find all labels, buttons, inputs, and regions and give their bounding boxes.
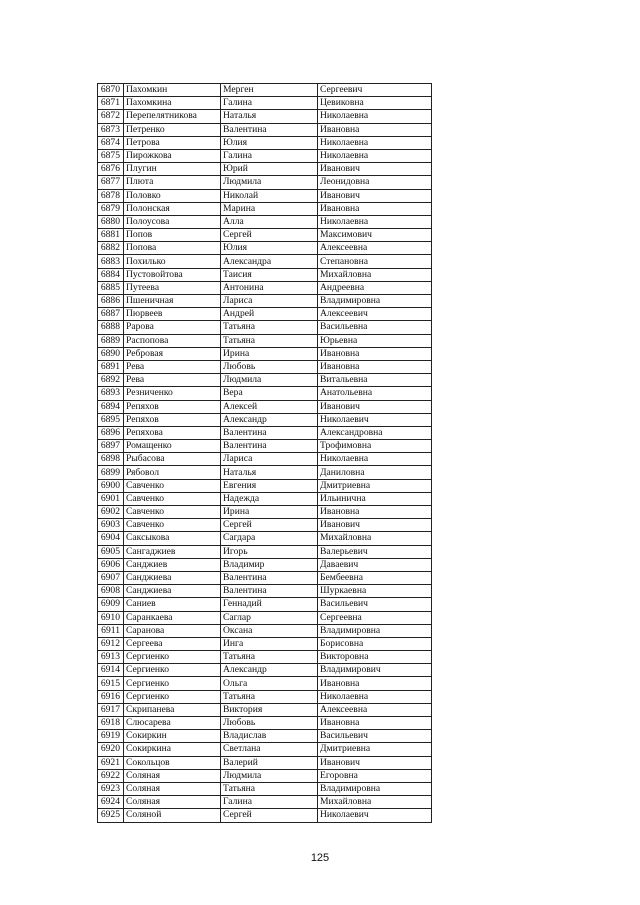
page-number: 125 bbox=[310, 852, 330, 864]
patronymic-cell: Николаевна bbox=[318, 149, 432, 162]
table-row bbox=[98, 664, 432, 677]
last-name-cell: Ромащенко bbox=[124, 440, 221, 453]
last-name-cell: Репяхов bbox=[124, 413, 221, 426]
last-name-cell: Сокиркина bbox=[124, 743, 221, 756]
patronymic-cell: Ивановна bbox=[318, 506, 432, 519]
table-row bbox=[98, 229, 432, 242]
first-name-cell: Юлия bbox=[221, 242, 318, 255]
patronymic-cell: Ивановна bbox=[318, 202, 432, 215]
first-name-cell: Владимир bbox=[221, 558, 318, 571]
table-row bbox=[98, 796, 432, 809]
first-name-cell: Валентина bbox=[221, 426, 318, 439]
patronymic-cell: Николаевна bbox=[318, 110, 432, 123]
patronymic-cell: Ивановна bbox=[318, 123, 432, 136]
first-name-cell: Наталья bbox=[221, 466, 318, 479]
first-name-cell: Любовь bbox=[221, 360, 318, 373]
last-name-cell: Резниченко bbox=[124, 387, 221, 400]
table-row bbox=[98, 506, 432, 519]
row-number-cell: 6881 bbox=[98, 229, 124, 242]
table-row bbox=[98, 110, 432, 123]
row-number-cell: 6893 bbox=[98, 387, 124, 400]
last-name-cell: Пахомкина bbox=[124, 97, 221, 110]
last-name-cell: Пустовойтова bbox=[124, 268, 221, 281]
last-name-cell: Савченко bbox=[124, 479, 221, 492]
row-number-cell: 6882 bbox=[98, 242, 124, 255]
table-row bbox=[98, 84, 432, 97]
patronymic-cell: Иванович bbox=[318, 400, 432, 413]
last-name-cell: Соляная bbox=[124, 796, 221, 809]
patronymic-cell: Егоровна bbox=[318, 769, 432, 782]
first-name-cell: Владислав bbox=[221, 730, 318, 743]
first-name-cell: Надежда bbox=[221, 492, 318, 505]
first-name-cell: Лариса bbox=[221, 295, 318, 308]
first-name-cell: Валентина bbox=[221, 585, 318, 598]
row-number-cell: 6919 bbox=[98, 730, 124, 743]
first-name-cell: Сергей bbox=[221, 809, 318, 822]
patronymic-cell: Иванович bbox=[318, 163, 432, 176]
first-name-cell: Таисия bbox=[221, 268, 318, 281]
first-name-cell: Людмила bbox=[221, 176, 318, 189]
table-row bbox=[98, 189, 432, 202]
table-row bbox=[98, 782, 432, 795]
row-number-cell: 6896 bbox=[98, 426, 124, 439]
row-number-cell: 6911 bbox=[98, 624, 124, 637]
patronymic-cell: Николаевна bbox=[318, 136, 432, 149]
first-name-cell: Александр bbox=[221, 664, 318, 677]
row-number-cell: 6912 bbox=[98, 637, 124, 650]
last-name-cell: Пюрвеев bbox=[124, 308, 221, 321]
last-name-cell: Савченко bbox=[124, 506, 221, 519]
row-number-cell: 6918 bbox=[98, 717, 124, 730]
row-number-cell: 6876 bbox=[98, 163, 124, 176]
last-name-cell: Санджиев bbox=[124, 558, 221, 571]
first-name-cell: Валентина bbox=[221, 571, 318, 584]
last-name-cell: Плюта bbox=[124, 176, 221, 189]
table-row bbox=[98, 717, 432, 730]
first-name-cell: Ольга bbox=[221, 677, 318, 690]
table-row bbox=[98, 453, 432, 466]
table-row bbox=[98, 360, 432, 373]
first-name-cell: Светлана bbox=[221, 743, 318, 756]
first-name-cell: Юлия bbox=[221, 136, 318, 149]
table-row bbox=[98, 308, 432, 321]
row-number-cell: 6898 bbox=[98, 453, 124, 466]
row-number-cell: 6914 bbox=[98, 664, 124, 677]
patronymic-cell: Степановна bbox=[318, 255, 432, 268]
last-name-cell: Похилько bbox=[124, 255, 221, 268]
row-number-cell: 6875 bbox=[98, 149, 124, 162]
row-number-cell: 6870 bbox=[98, 84, 124, 97]
table-row bbox=[98, 637, 432, 650]
row-number-cell: 6886 bbox=[98, 295, 124, 308]
row-number-cell: 6907 bbox=[98, 571, 124, 584]
row-number-cell: 6910 bbox=[98, 611, 124, 624]
table-row bbox=[98, 703, 432, 716]
patronymic-cell: Владимирович bbox=[318, 664, 432, 677]
last-name-cell: Полонская bbox=[124, 202, 221, 215]
first-name-cell: Татьяна bbox=[221, 782, 318, 795]
patronymic-cell: Алексеевна bbox=[318, 242, 432, 255]
last-name-cell: Распопова bbox=[124, 334, 221, 347]
table-row bbox=[98, 334, 432, 347]
table-row bbox=[98, 123, 432, 136]
first-name-cell: Инга bbox=[221, 637, 318, 650]
patronymic-cell: Николаевна bbox=[318, 215, 432, 228]
row-number-cell: 6904 bbox=[98, 532, 124, 545]
first-name-cell: Евгения bbox=[221, 479, 318, 492]
last-name-cell: Сокольцов bbox=[124, 756, 221, 769]
first-name-cell: Галина bbox=[221, 97, 318, 110]
table-row bbox=[98, 426, 432, 439]
row-number-cell: 6887 bbox=[98, 308, 124, 321]
row-number-cell: 6895 bbox=[98, 413, 124, 426]
table-row bbox=[98, 440, 432, 453]
last-name-cell: Пирожкова bbox=[124, 149, 221, 162]
table-row bbox=[98, 215, 432, 228]
row-number-cell: 6878 bbox=[98, 189, 124, 202]
patronymic-cell: Викторовна bbox=[318, 651, 432, 664]
patronymic-cell: Витальевна bbox=[318, 374, 432, 387]
row-number-cell: 6920 bbox=[98, 743, 124, 756]
first-name-cell: Геннадий bbox=[221, 598, 318, 611]
row-number-cell: 6892 bbox=[98, 374, 124, 387]
first-name-cell: Татьяна bbox=[221, 651, 318, 664]
first-name-cell: Марина bbox=[221, 202, 318, 215]
first-name-cell: Людмила bbox=[221, 374, 318, 387]
patronymic-cell: Ивановна bbox=[318, 717, 432, 730]
patronymic-cell: Ивановна bbox=[318, 677, 432, 690]
table-row bbox=[98, 149, 432, 162]
last-name-cell: Рева bbox=[124, 374, 221, 387]
row-number-cell: 6915 bbox=[98, 677, 124, 690]
row-number-cell: 6885 bbox=[98, 281, 124, 294]
last-name-cell: Сергиенко bbox=[124, 690, 221, 703]
patronymic-cell: Анатольевна bbox=[318, 387, 432, 400]
first-name-cell: Александр bbox=[221, 413, 318, 426]
first-name-cell: Саглар bbox=[221, 611, 318, 624]
row-number-cell: 6873 bbox=[98, 123, 124, 136]
first-name-cell: Виктория bbox=[221, 703, 318, 716]
first-name-cell: Вера bbox=[221, 387, 318, 400]
first-name-cell: Александра bbox=[221, 255, 318, 268]
first-name-cell: Лариса bbox=[221, 453, 318, 466]
table-row bbox=[98, 651, 432, 664]
last-name-cell: Сангаджиев bbox=[124, 545, 221, 558]
row-number-cell: 6871 bbox=[98, 97, 124, 110]
table-row bbox=[98, 97, 432, 110]
table-row bbox=[98, 558, 432, 571]
last-name-cell: Соляная bbox=[124, 769, 221, 782]
table-row bbox=[98, 769, 432, 782]
table-row bbox=[98, 492, 432, 505]
table-row bbox=[98, 242, 432, 255]
first-name-cell: Валентина bbox=[221, 123, 318, 136]
patronymic-cell: Валерьевич bbox=[318, 545, 432, 558]
last-name-cell: Пшеничная bbox=[124, 295, 221, 308]
row-number-cell: 6888 bbox=[98, 321, 124, 334]
row-number-cell: 6922 bbox=[98, 769, 124, 782]
table-row bbox=[98, 690, 432, 703]
first-name-cell: Валентина bbox=[221, 440, 318, 453]
patronymic-cell: Цевиковна bbox=[318, 97, 432, 110]
patronymic-cell: Владимировна bbox=[318, 624, 432, 637]
table-row bbox=[98, 268, 432, 281]
first-name-cell: Николай bbox=[221, 189, 318, 202]
row-number-cell: 6899 bbox=[98, 466, 124, 479]
first-name-cell: Алексей bbox=[221, 400, 318, 413]
row-number-cell: 6889 bbox=[98, 334, 124, 347]
patronymic-cell: Трофимовна bbox=[318, 440, 432, 453]
first-name-cell: Сергей bbox=[221, 519, 318, 532]
row-number-cell: 6921 bbox=[98, 756, 124, 769]
table-row bbox=[98, 295, 432, 308]
row-number-cell: 6924 bbox=[98, 796, 124, 809]
patronymic-cell: Александровна bbox=[318, 426, 432, 439]
row-number-cell: 6883 bbox=[98, 255, 124, 268]
row-number-cell: 6872 bbox=[98, 110, 124, 123]
last-name-cell: Рыбасова bbox=[124, 453, 221, 466]
patronymic-cell: Николаевич bbox=[318, 413, 432, 426]
patronymic-cell: Дмитриевна bbox=[318, 479, 432, 492]
last-name-cell: Перепелятникова bbox=[124, 110, 221, 123]
row-number-cell: 6877 bbox=[98, 176, 124, 189]
first-name-cell: Наталья bbox=[221, 110, 318, 123]
table-row bbox=[98, 519, 432, 532]
last-name-cell: Репяхов bbox=[124, 400, 221, 413]
patronymic-cell: Владимировна bbox=[318, 295, 432, 308]
patronymic-cell: Николаевич bbox=[318, 809, 432, 822]
first-name-cell: Галина bbox=[221, 796, 318, 809]
first-name-cell: Андрей bbox=[221, 308, 318, 321]
last-name-cell: Петренко bbox=[124, 123, 221, 136]
row-number-cell: 6913 bbox=[98, 651, 124, 664]
row-number-cell: 6903 bbox=[98, 519, 124, 532]
row-number-cell: 6905 bbox=[98, 545, 124, 558]
last-name-cell: Соляной bbox=[124, 809, 221, 822]
last-name-cell: Саранкаева bbox=[124, 611, 221, 624]
last-name-cell: Саксыкова bbox=[124, 532, 221, 545]
row-number-cell: 6890 bbox=[98, 347, 124, 360]
last-name-cell: Слюсарева bbox=[124, 717, 221, 730]
table-row bbox=[98, 136, 432, 149]
patronymic-cell: Максимович bbox=[318, 229, 432, 242]
table-row bbox=[98, 413, 432, 426]
first-name-cell: Галина bbox=[221, 149, 318, 162]
table-row bbox=[98, 809, 432, 822]
row-number-cell: 6880 bbox=[98, 215, 124, 228]
table-row bbox=[98, 466, 432, 479]
first-name-cell: Сергей bbox=[221, 229, 318, 242]
patronymic-cell: Михайловна bbox=[318, 532, 432, 545]
patronymic-cell: Ильинична bbox=[318, 492, 432, 505]
table-row bbox=[98, 756, 432, 769]
row-number-cell: 6897 bbox=[98, 440, 124, 453]
patronymic-cell: Васильевич bbox=[318, 730, 432, 743]
table-row bbox=[98, 202, 432, 215]
last-name-cell: Половко bbox=[124, 189, 221, 202]
table-row bbox=[98, 624, 432, 637]
table-row bbox=[98, 743, 432, 756]
patronymic-cell: Леонидовна bbox=[318, 176, 432, 189]
last-name-cell: Саранова bbox=[124, 624, 221, 637]
last-name-cell: Санджиева bbox=[124, 571, 221, 584]
first-name-cell: Мерген bbox=[221, 84, 318, 97]
patronymic-cell: Андреевна bbox=[318, 281, 432, 294]
table-row bbox=[98, 400, 432, 413]
patronymic-cell: Иванович bbox=[318, 756, 432, 769]
first-name-cell: Татьяна bbox=[221, 321, 318, 334]
patronymic-cell: Ивановна bbox=[318, 347, 432, 360]
last-name-cell: Санджиева bbox=[124, 585, 221, 598]
patronymic-cell: Николаевна bbox=[318, 453, 432, 466]
names-table-body bbox=[98, 84, 432, 823]
row-number-cell: 6917 bbox=[98, 703, 124, 716]
row-number-cell: 6894 bbox=[98, 400, 124, 413]
table-row bbox=[98, 545, 432, 558]
patronymic-cell: Юрьевна bbox=[318, 334, 432, 347]
patronymic-cell: Васильевич bbox=[318, 598, 432, 611]
last-name-cell: Ребровая bbox=[124, 347, 221, 360]
table-row bbox=[98, 611, 432, 624]
patronymic-cell: Николаевна bbox=[318, 690, 432, 703]
patronymic-cell: Иванович bbox=[318, 189, 432, 202]
table-row bbox=[98, 374, 432, 387]
table-row bbox=[98, 321, 432, 334]
row-number-cell: 6923 bbox=[98, 782, 124, 795]
first-name-cell: Алла bbox=[221, 215, 318, 228]
table-row bbox=[98, 598, 432, 611]
first-name-cell: Ирина bbox=[221, 506, 318, 519]
row-number-cell: 6902 bbox=[98, 506, 124, 519]
last-name-cell: Сергеева bbox=[124, 637, 221, 650]
row-number-cell: 6900 bbox=[98, 479, 124, 492]
last-name-cell: Сергиенко bbox=[124, 651, 221, 664]
patronymic-cell: Владимировна bbox=[318, 782, 432, 795]
row-number-cell: 6884 bbox=[98, 268, 124, 281]
names-table bbox=[97, 83, 432, 823]
last-name-cell: Репяхова bbox=[124, 426, 221, 439]
patronymic-cell: Шуркаевна bbox=[318, 585, 432, 598]
row-number-cell: 6879 bbox=[98, 202, 124, 215]
patronymic-cell: Иванович bbox=[318, 519, 432, 532]
first-name-cell: Игорь bbox=[221, 545, 318, 558]
last-name-cell: Соляная bbox=[124, 782, 221, 795]
first-name-cell: Юрий bbox=[221, 163, 318, 176]
last-name-cell: Попов bbox=[124, 229, 221, 242]
last-name-cell: Сергиенко bbox=[124, 664, 221, 677]
first-name-cell: Людмила bbox=[221, 769, 318, 782]
row-number-cell: 6874 bbox=[98, 136, 124, 149]
table-row bbox=[98, 585, 432, 598]
patronymic-cell: Михайловна bbox=[318, 796, 432, 809]
table-row bbox=[98, 479, 432, 492]
patronymic-cell: Дмитриевна bbox=[318, 743, 432, 756]
first-name-cell: Оксана bbox=[221, 624, 318, 637]
last-name-cell: Саниев bbox=[124, 598, 221, 611]
first-name-cell: Татьяна bbox=[221, 334, 318, 347]
last-name-cell: Рева bbox=[124, 360, 221, 373]
row-number-cell: 6925 bbox=[98, 809, 124, 822]
first-name-cell: Татьяна bbox=[221, 690, 318, 703]
patronymic-cell: Михайловна bbox=[318, 268, 432, 281]
patronymic-cell: Борисовна bbox=[318, 637, 432, 650]
patronymic-cell: Даниловна bbox=[318, 466, 432, 479]
last-name-cell: Сергиенко bbox=[124, 677, 221, 690]
last-name-cell: Петрова bbox=[124, 136, 221, 149]
table-row bbox=[98, 730, 432, 743]
row-number-cell: 6909 bbox=[98, 598, 124, 611]
last-name-cell: Савченко bbox=[124, 519, 221, 532]
table-row bbox=[98, 255, 432, 268]
row-number-cell: 6906 bbox=[98, 558, 124, 571]
patronymic-cell: Бембеевна bbox=[318, 571, 432, 584]
last-name-cell: Пахомкин bbox=[124, 84, 221, 97]
table-row bbox=[98, 176, 432, 189]
last-name-cell: Скрипанева bbox=[124, 703, 221, 716]
patronymic-cell: Даваевич bbox=[318, 558, 432, 571]
last-name-cell: Савченко bbox=[124, 492, 221, 505]
first-name-cell: Валерий bbox=[221, 756, 318, 769]
table-row bbox=[98, 532, 432, 545]
last-name-cell: Попова bbox=[124, 242, 221, 255]
table-row bbox=[98, 281, 432, 294]
last-name-cell: Плугин bbox=[124, 163, 221, 176]
last-name-cell: Сокиркин bbox=[124, 730, 221, 743]
first-name-cell: Ирина bbox=[221, 347, 318, 360]
table-row bbox=[98, 347, 432, 360]
last-name-cell: Путеева bbox=[124, 281, 221, 294]
table-row bbox=[98, 163, 432, 176]
first-name-cell: Сагдара bbox=[221, 532, 318, 545]
last-name-cell: Рарова bbox=[124, 321, 221, 334]
patronymic-cell: Васильевна bbox=[318, 321, 432, 334]
first-name-cell: Любовь bbox=[221, 717, 318, 730]
table-row bbox=[98, 571, 432, 584]
row-number-cell: 6908 bbox=[98, 585, 124, 598]
last-name-cell: Рябовол bbox=[124, 466, 221, 479]
table-row bbox=[98, 677, 432, 690]
patronymic-cell: Сергеевич bbox=[318, 84, 432, 97]
patronymic-cell: Алексеевич bbox=[318, 308, 432, 321]
patronymic-cell: Алексеевна bbox=[318, 703, 432, 716]
first-name-cell: Антонина bbox=[221, 281, 318, 294]
patronymic-cell: Сергеевна bbox=[318, 611, 432, 624]
row-number-cell: 6901 bbox=[98, 492, 124, 505]
row-number-cell: 6916 bbox=[98, 690, 124, 703]
table-row bbox=[98, 387, 432, 400]
patronymic-cell: Ивановна bbox=[318, 360, 432, 373]
row-number-cell: 6891 bbox=[98, 360, 124, 373]
last-name-cell: Полоусова bbox=[124, 215, 221, 228]
